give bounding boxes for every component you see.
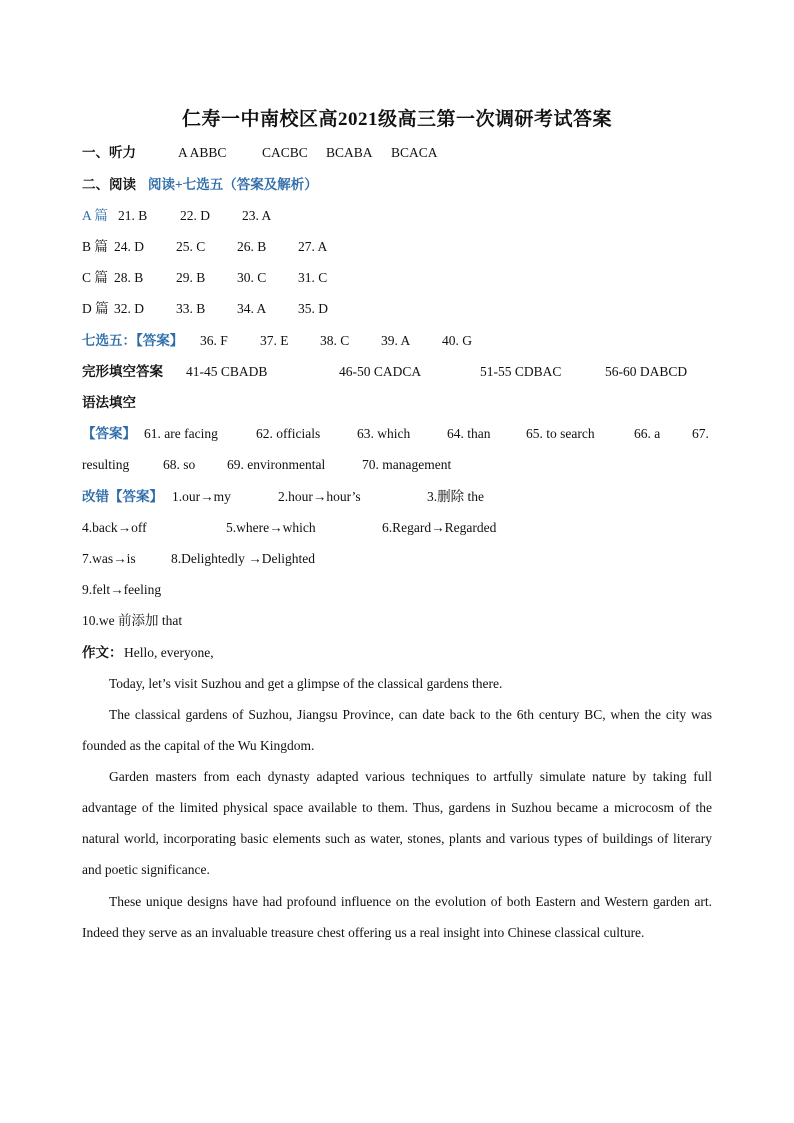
listening-group-1: A ABBC xyxy=(178,145,227,160)
writing-paragraph-4: These unique designs have had profound influence on the evolution of both Eastern and Western garden art. Indeed they serve as an invaluable treasure chest offering us a real insight into Chinese classical culture. xyxy=(82,894,712,940)
reading-answer: 21. B xyxy=(118,208,148,223)
reading-answer: 34. A xyxy=(237,301,267,316)
grammar-answer: 65. to search xyxy=(526,426,595,441)
writing-paragraph-3: Garden masters from each dynasty adapted various techniques to artfully simulate nature by taking full advantage of the limited physical space available to them. Thus, gardens in Suzhou became a microcosm of the natural world, incorporating basic elements such as water, stones, plants and various types of buildings of literary and poetic significance. xyxy=(82,769,712,877)
grammar-answer: resulting xyxy=(82,457,130,472)
correction-answer: 9.felt→feeling xyxy=(82,582,162,597)
grammar-answer: 64. than xyxy=(447,426,491,441)
writing-greeting: Hello, everyone, xyxy=(124,645,214,660)
reading-prefix-c: C 篇 xyxy=(82,270,108,285)
reading-label: 二、阅读 xyxy=(82,177,136,192)
reading-sublabel: 阅读+七选五（答案及解析） xyxy=(148,177,318,192)
correction-answer: 5.where→which xyxy=(226,520,316,535)
grammar-answer: 62. officials xyxy=(256,426,321,441)
seven-answer: 39. A xyxy=(381,333,411,348)
seven-answer: 38. C xyxy=(320,333,350,348)
seven-answer: 40. G xyxy=(442,333,472,348)
correction-answer: 4.back→off xyxy=(82,520,147,535)
writing-paragraph-1: Today, let’s visit Suzhou and get a glimpse of the classical gardens there. xyxy=(109,676,503,691)
seven-answer: 36. F xyxy=(200,333,228,348)
grammar-label: 语法填空 xyxy=(82,395,136,410)
listening-group-4: BCACA xyxy=(391,145,438,160)
grammar-answer: 66. a xyxy=(634,426,661,441)
listening-label: 一、听力 xyxy=(82,145,136,160)
reading-prefix-a: A 篇 xyxy=(82,208,108,223)
cloze-answer: 56-60 DABCD xyxy=(605,364,688,379)
reading-prefix-b: B 篇 xyxy=(82,239,108,254)
reading-answer: 22. D xyxy=(180,208,210,223)
cloze-answer: 51-55 CDBAC xyxy=(480,364,562,379)
reading-answer: 35. D xyxy=(298,301,328,316)
grammar-answer-label: 【答案】 xyxy=(82,426,136,441)
correction-answer: 1.our→my xyxy=(172,489,231,504)
grammar-answer: 63. which xyxy=(357,426,411,441)
cloze-answer: 41-45 CBADB xyxy=(186,364,268,379)
reading-prefix-d: D 篇 xyxy=(82,301,109,316)
correction-answer: 8.Delightedly →Delighted xyxy=(171,551,315,566)
reading-answer: 27. A xyxy=(298,239,328,254)
grammar-answer: 69. environmental xyxy=(227,457,326,472)
reading-answer: 26. B xyxy=(237,239,267,254)
reading-answer: 29. B xyxy=(176,270,206,285)
correction-answer: 2.hour→hour’s xyxy=(278,489,361,504)
cloze-label: 完形填空答案 xyxy=(82,364,163,379)
grammar-answer: 68. so xyxy=(163,457,196,472)
reading-answer: 30. C xyxy=(237,270,267,285)
page-title: 仁寿一中南校区高2021级高三第一次调研考试答案 xyxy=(181,109,612,130)
reading-answer: 33. B xyxy=(176,301,206,316)
correction-answer: 7.was→is xyxy=(82,551,136,566)
correction-label: 改错【答案】 xyxy=(82,489,163,504)
reading-answer: 31. C xyxy=(298,270,328,285)
writing-label: 作文： xyxy=(82,645,123,660)
reading-answer: 23. A xyxy=(242,208,272,223)
listening-group-3: BCABA xyxy=(326,145,373,160)
correction-answer: 10.we 前添加 that xyxy=(82,613,183,628)
seven-answer: 37. E xyxy=(260,333,289,348)
correction-answer: 3.删除 the xyxy=(427,489,484,504)
grammar-answer: 67. xyxy=(692,426,709,441)
cloze-answer: 46-50 CADCA xyxy=(339,364,422,379)
reading-answer: 24. D xyxy=(114,239,144,254)
listening-group-2: CACBC xyxy=(262,145,308,160)
seven-choose-five-label: 七选五：【答案】 xyxy=(82,333,184,348)
reading-answer: 25. C xyxy=(176,239,206,254)
reading-answer: 28. B xyxy=(114,270,144,285)
reading-answer: 32. D xyxy=(114,301,144,316)
correction-answer: 6.Regard→Regarded xyxy=(382,520,497,535)
writing-paragraph-2: The classical gardens of Suzhou, Jiangsu Province, can date back to the 6th century BC, when the city was founded as the capital of the Wu Kingdom. xyxy=(82,707,712,753)
grammar-answer: 70. management xyxy=(362,457,452,472)
grammar-answer: 61. are facing xyxy=(144,426,218,441)
